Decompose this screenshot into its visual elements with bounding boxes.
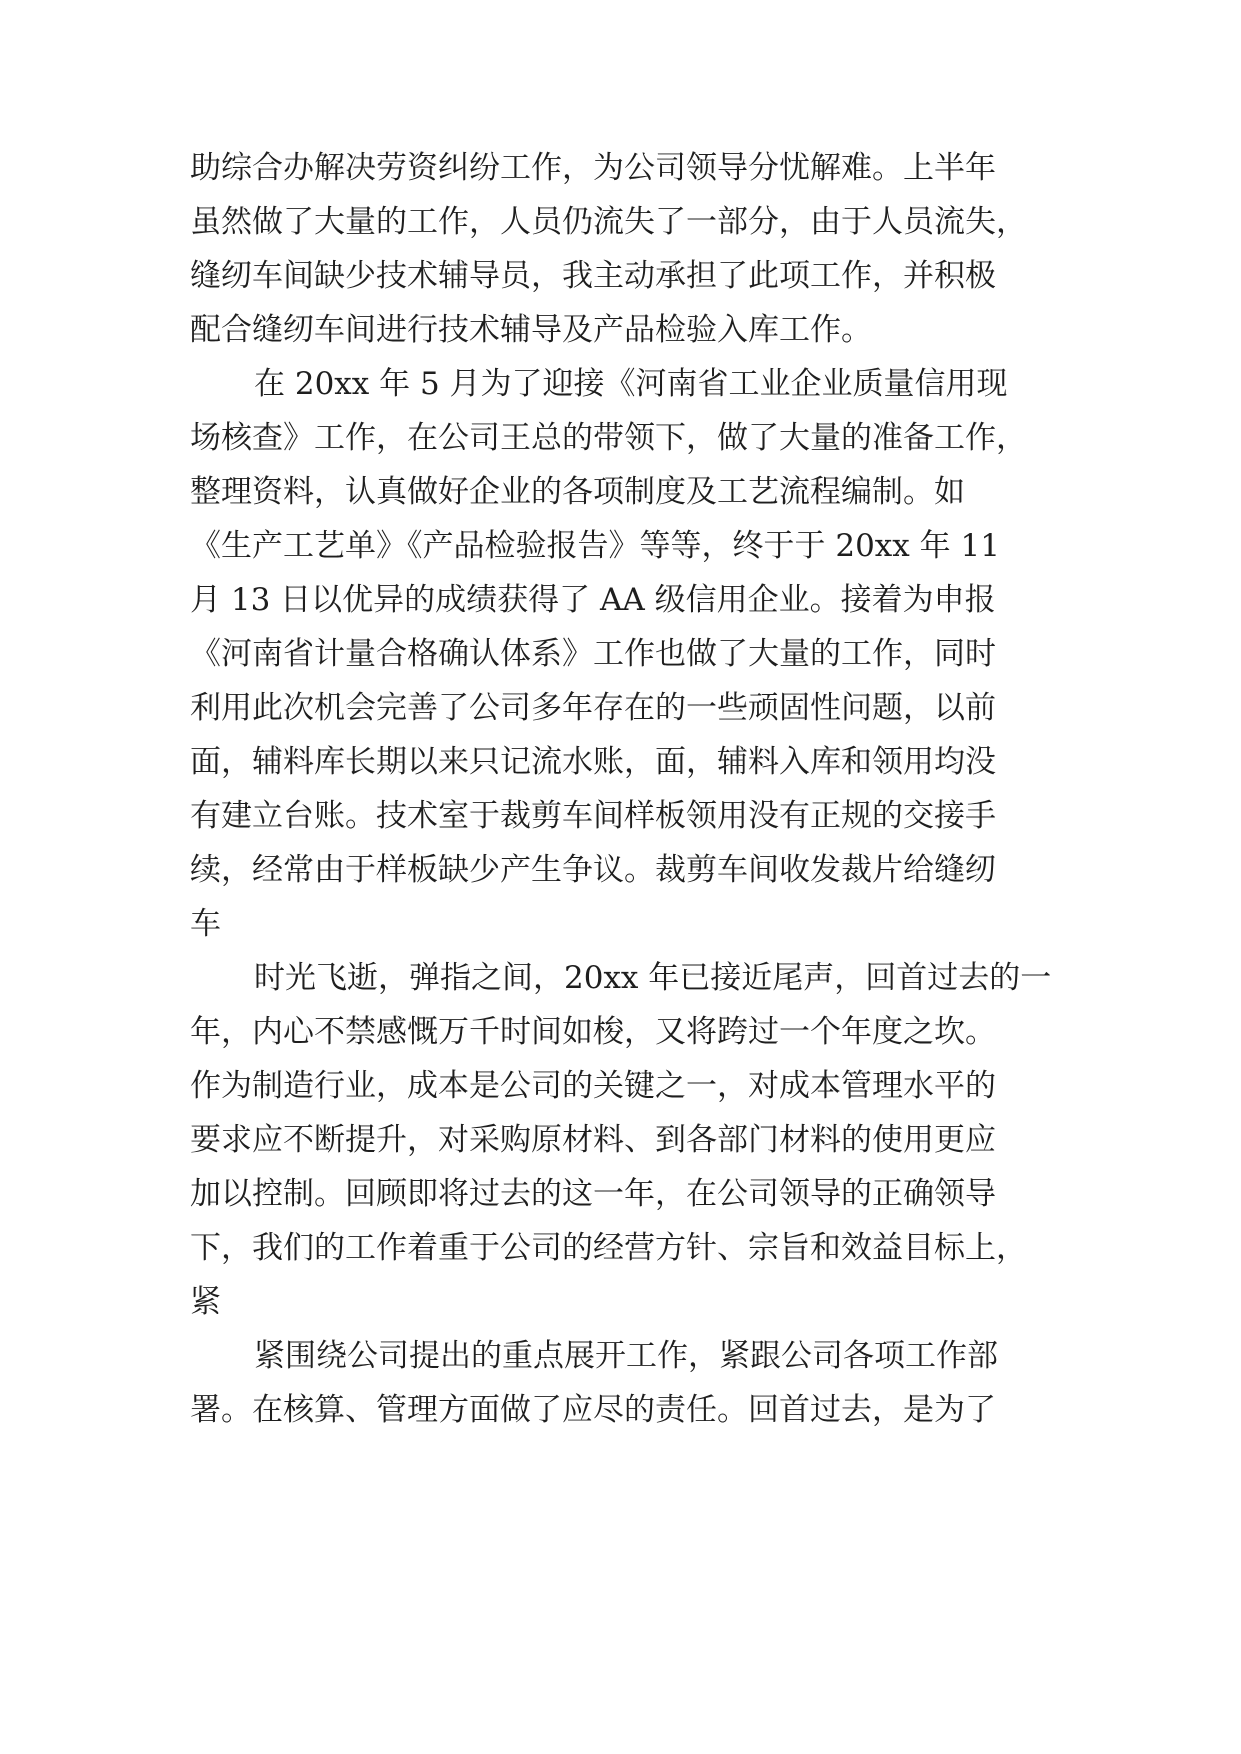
text-line: 场核查》工作，在公司王总的带领下，做了大量的准备工作， xyxy=(190,420,1027,456)
text-line: 紧 xyxy=(190,1284,221,1320)
text-line: 整理资料，认真做好企业的各项制度及工艺流程编制。如 xyxy=(190,474,965,510)
paragraph-first-line: 紧围绕公司提出的重点展开工作，紧跟公司各项工作部 xyxy=(254,1338,998,1374)
paragraph-first-line: 时光飞逝，弹指之间，20xx 年已接近尾声，回首过去的一 xyxy=(254,960,1052,996)
text-line: 面，辅料库长期以来只记流水账，面，辅料入库和领用均没 xyxy=(190,744,996,780)
text-line: 车 xyxy=(190,906,221,942)
text-line: 要求应不断提升，对采购原材料、到各部门材料的使用更应 xyxy=(190,1122,996,1158)
paragraph-first-line: 在 20xx 年 5 月为了迎接《河南省工业企业质量信用现 xyxy=(254,366,1008,402)
text-line: 缝纫车间缺少技术辅导员，我主动承担了此项工作，并积极 xyxy=(190,258,996,294)
text-line: 《河南省计量合格确认体系》工作也做了大量的工作，同时 xyxy=(190,636,996,672)
text-line: 下，我们的工作着重于公司的经营方针、宗旨和效益目标上， xyxy=(190,1230,1027,1266)
text-line: 虽然做了大量的工作，人员仍流失了一部分，由于人员流失， xyxy=(190,204,1027,240)
text-line: 署。在核算、管理方面做了应尽的责任。回首过去，是为了 xyxy=(190,1392,996,1428)
text-line: 年，内心不禁感慨万千时间如梭，又将跨过一个年度之坎。 xyxy=(190,1014,996,1050)
text-line: 利用此次机会完善了公司多年存在的一些顽固性问题，以前 xyxy=(190,690,996,726)
text-line: 配合缝纫车间进行技术辅导及产品检验入库工作。 xyxy=(190,312,872,348)
text-line: 《生产工艺单》《产品检验报告》等等，终于于 20xx 年 11 xyxy=(190,528,1000,564)
text-line: 月 13 日以优异的成绩获得了 AA 级信用企业。接着为申报 xyxy=(190,582,996,618)
text-line: 加以控制。回顾即将过去的这一年，在公司领导的正确领导 xyxy=(190,1176,996,1212)
text-line: 作为制造行业，成本是公司的关键之一，对成本管理水平的 xyxy=(190,1068,996,1104)
text-line: 助综合办解决劳资纠纷工作，为公司领导分忧解难。上半年 xyxy=(190,150,996,186)
text-line: 有建立台账。技术室于裁剪车间样板领用没有正规的交接手 xyxy=(190,798,996,834)
text-line: 续，经常由于样板缺少产生争议。裁剪车间收发裁片给缝纫 xyxy=(190,852,996,888)
